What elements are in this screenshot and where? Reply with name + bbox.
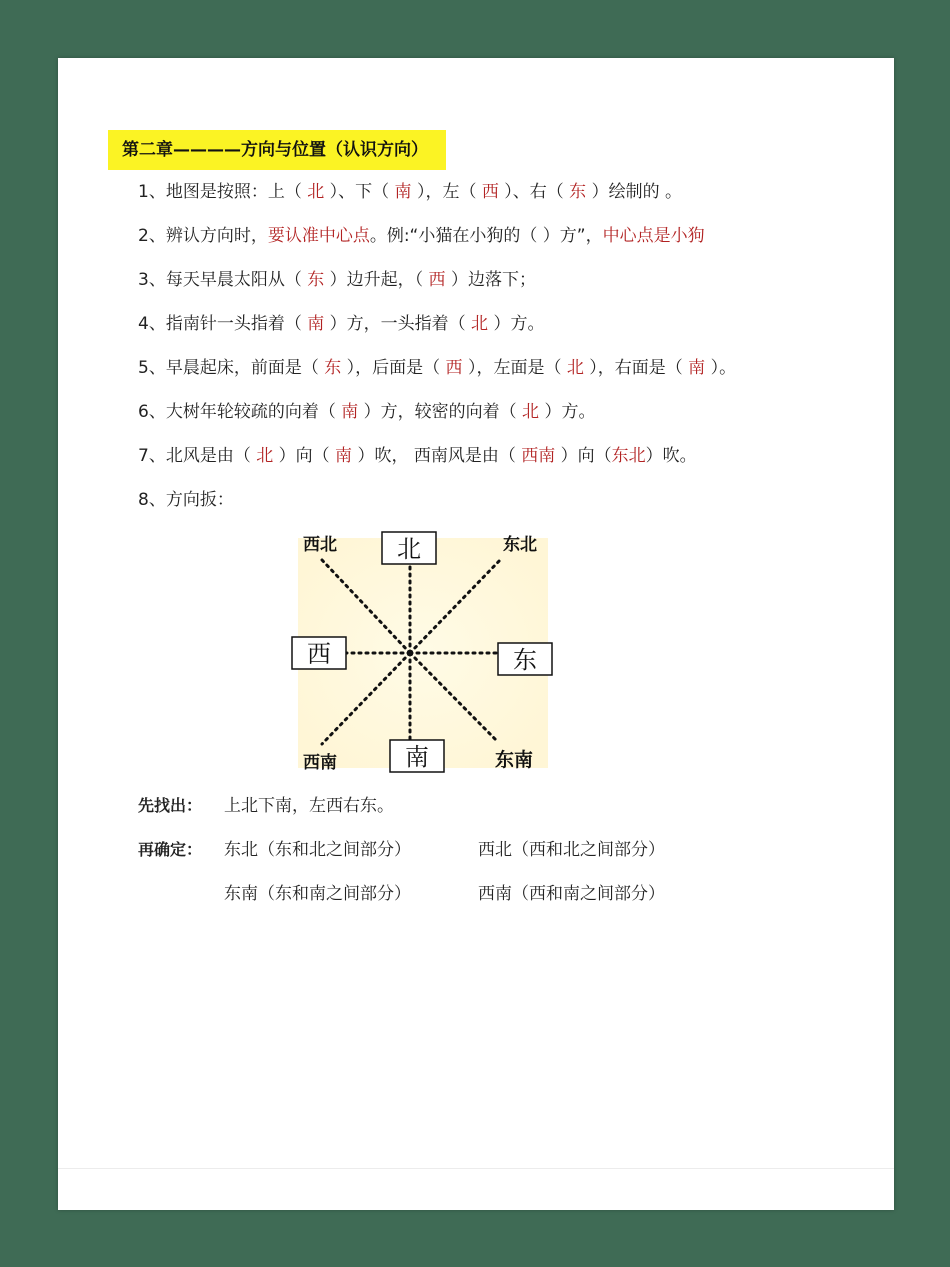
compass-diagram (280, 528, 570, 778)
item-1 (138, 180, 682, 204)
question-text: ），左（ (411, 182, 482, 202)
answer-text: 西 (428, 270, 446, 290)
item-8 (138, 488, 234, 512)
question-text: 地图是按照：上（ (165, 182, 308, 202)
answer-text: 东 (324, 358, 342, 378)
item-7 (138, 444, 697, 468)
footer-divider (58, 1168, 894, 1169)
question-text: 方向扳： (165, 490, 234, 510)
item-2 (138, 224, 705, 248)
north-label: 北 (397, 535, 421, 563)
item-4 (138, 312, 544, 336)
answer-text: 北 (566, 358, 584, 378)
item-3 (138, 268, 536, 292)
worksheet-page (58, 58, 894, 1210)
question-text: 早晨起床，前面是（ (165, 358, 325, 378)
find-label: 先找出： (138, 796, 203, 815)
question-text: ）方，一头指着（ (324, 314, 472, 334)
northwest-definition: 西北（西和北之间部分） (478, 840, 665, 860)
northwest-label: 西北 (303, 535, 337, 555)
answer-text: 北 (522, 402, 540, 422)
answer-text: 东北 (611, 446, 646, 466)
northeast-label: 东北 (503, 535, 537, 555)
southwest-definition: 西南（西和南之间部分） (478, 884, 665, 904)
item-number: 1、 (138, 182, 166, 202)
item-number: 5、 (138, 358, 166, 378)
question-text: ），右面是（ (583, 358, 689, 378)
answer-text: 南 (335, 446, 353, 466)
answer-text: 东 (569, 182, 587, 202)
find-text: 上北下南，左西右东。 (224, 796, 394, 816)
answer-text: 北 (256, 446, 274, 466)
question-text: 北风是由（ (165, 446, 257, 466)
question-text: ）方。 (488, 314, 545, 334)
question-text: 辨认方向时， (165, 226, 268, 246)
item-number: 4、 (138, 314, 166, 334)
question-text: ），左面是（ (462, 358, 567, 378)
answer-text: 西 (481, 182, 499, 202)
item-number: 6、 (138, 402, 166, 422)
question-text: ）绘制的 。 (586, 182, 682, 202)
question-text: 每天早晨太阳从（ (165, 270, 308, 290)
question-text: ）边升起，（ (324, 270, 429, 290)
item-5 (138, 356, 736, 380)
center-point (407, 650, 413, 656)
answer-text: 北 (471, 314, 489, 334)
item-6 (138, 400, 595, 424)
item-number: 2、 (138, 226, 166, 246)
question-text: ）、下（ (324, 182, 395, 202)
answer-text: 西南 (521, 446, 556, 466)
answer-text: 东 (307, 270, 325, 290)
question-text: ）向（ (555, 446, 612, 466)
question-text: 指南针一头指着（ (165, 314, 308, 334)
west-label: 西 (307, 640, 331, 668)
answer-text: 南 (341, 402, 359, 422)
answer-text: 西 (445, 358, 463, 378)
question-text: 大树年轮较疏的向着（ (165, 402, 342, 422)
question-text: ）边落下； (445, 270, 536, 290)
question-text: ）、右（ (498, 182, 570, 202)
item-number: 7、 (138, 446, 166, 466)
answer-text: 南 (394, 182, 412, 202)
question-text: ）吹， 西南风是由（ (352, 446, 522, 466)
item-number: 8、 (138, 490, 166, 510)
question-text: ）方。 (539, 402, 596, 422)
question-text: ），后面是（ (341, 358, 446, 378)
question-text: ）向（ (273, 446, 336, 466)
northeast-definition: 东北（东和北之间部分） (224, 840, 411, 860)
southeast-definition: 东南（东和南之间部分） (224, 884, 411, 904)
answer-text: 南 (688, 358, 706, 378)
question-text: 。例:“小猫在小狗的（ ）方”， (369, 226, 603, 246)
south-label: 南 (405, 743, 429, 771)
question-text: ）吹。 (645, 446, 697, 466)
item-number: 3、 (138, 270, 166, 290)
southwest-label: 西南 (303, 753, 337, 773)
answer-text: 中心点是小狗 (602, 226, 705, 246)
chapter-title: 第二章————方向与位置（认识方向） (108, 130, 446, 170)
answer-text: 南 (307, 314, 325, 334)
answer-text: 要认准中心点 (267, 226, 370, 246)
question-text: ）。 (705, 358, 737, 378)
confirm-label: 再确定： (138, 840, 203, 859)
east-label: 东 (513, 646, 537, 674)
answer-text: 北 (307, 182, 325, 202)
question-text: ）方，较密的向着（ (358, 402, 523, 422)
southeast-label: 东南 (494, 749, 534, 771)
